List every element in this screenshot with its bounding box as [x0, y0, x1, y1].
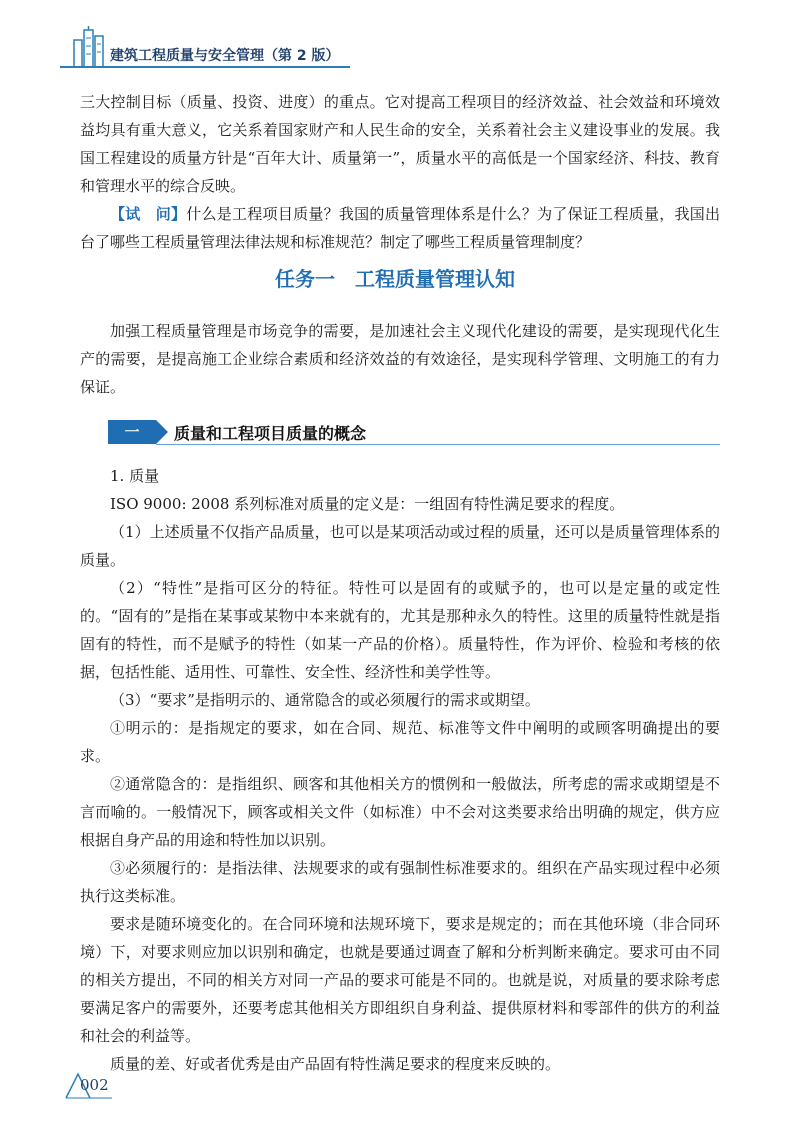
task-intro — [80, 317, 720, 401]
section-title: 质量和工程项目质量的概念 — [174, 424, 367, 443]
body-paragraph: ISO 9000: 2008 系列标准对质量的定义是：一组固有特性满足要求的程度。 — [110, 495, 625, 513]
body-paragraph: （2）“特性”是指可区分的特征。特性可以是固有的或赋予的，也可以是定量的或定性的。“固有的”是指在某事或某物中本来就有的，尤其是那种永久的特性。这里的质量特性就是指固有的特性，而不是赋予的特性（如某一产品的价格）。质量特性，作为评价、检验和考核的依据，包括性能、适用性、可靠性、安全性、经济性和美学性等。 — [80, 579, 720, 681]
body-block — [80, 462, 720, 1078]
book-title: 建筑工程质量与安全管理（第 2 版） — [110, 48, 340, 64]
page-header — [0, 0, 790, 70]
body-paragraph: （1）上述质量不仅指产品质量，也可以是某项活动或过程的质量，还可以是质量管理体系的质量。 — [80, 523, 720, 569]
section-arrow-icon — [156, 420, 168, 444]
section-rule — [156, 444, 720, 445]
try-question — [80, 200, 720, 256]
page-number: 002 — [80, 1076, 109, 1094]
body-paragraph: 要求是随环境变化的。在合同环境和法规环境下，要求是规定的；而在其他环境（非合同环境）下，对要求则应加以识别和确定，也就是要通过调查了解和分析判断来确定。要求可由不同的相关方提出，不同的相关方对同一产品的要求可能是不同的。也就是说，对质量的要求除考虑要满足客户的需要外，还要考虑其他相关方即组织自身利益、提供原材料和零部件的供方的利益和社会的利益等。 — [80, 915, 720, 1045]
body-paragraph: ②通常隐含的：是指组织、顾客和其他相关方的惯例和一般做法，所考虑的需求或期望是不言而喻的。一般情况下，顾客或相关文件（如标准）中不会对这类要求给出明确的规定，供方应根据自身产品的用途和特性加以识别。 — [80, 775, 720, 849]
intro-block — [80, 88, 720, 256]
body-paragraph: ③必须履行的：是指法律、法规要求的或有强制性标准要求的。组织在产品实现过程中必须执行这类标准。 — [80, 859, 720, 905]
intro-paragraph: 三大控制目标（质量、投资、进度）的重点。它对提高工程项目的经济效益、社会效益和环境效益均具有重大意义，它关系着国家财产和人民生命的安全，关系着社会主义建设事业的发展。我国工程建设的质量方针是“百年大计、质量第一”，质量水平的高低是一个国家经济、科技、教育和管理水平的综合反映。 — [80, 93, 720, 195]
body-paragraph: 质量的差、好或者优秀是由产品固有特性满足要求的程度来反映的。 — [110, 1055, 561, 1073]
body-paragraph: ①明示的：是指规定的要求，如在合同、规范、标准等文件中阐明的或顾客明确提出的要求。 — [80, 719, 720, 765]
try-question-text: 什么是工程项目质量？我国的质量管理体系是什么？为了保证工程质量，我国出台了哪些工程质量管理法律法规和标准规范？制定了哪些工程质量管理制度？ — [80, 205, 720, 251]
try-label: 【试 问】 — [110, 205, 187, 223]
section-number: 一 — [108, 420, 156, 444]
body-paragraph: （3）“要求”是指明示的、通常隐含的或必须履行的需求或期望。 — [110, 691, 540, 709]
task-heading: 任务一 工程质量管理认知 — [275, 267, 515, 291]
task-paragraph: 加强工程质量管理是市场竞争的需要，是加速社会主义现代化建设的需要，是实现现代化生产的需要，是提高施工企业综合素质和经济效益的有效途径，是实现科学管理、文明施工的有力保证。 — [80, 322, 720, 396]
header-rule — [60, 66, 350, 68]
subheading: 1. 质量 — [110, 467, 160, 485]
section-heading — [108, 420, 720, 446]
building-logo-icon — [72, 26, 106, 68]
